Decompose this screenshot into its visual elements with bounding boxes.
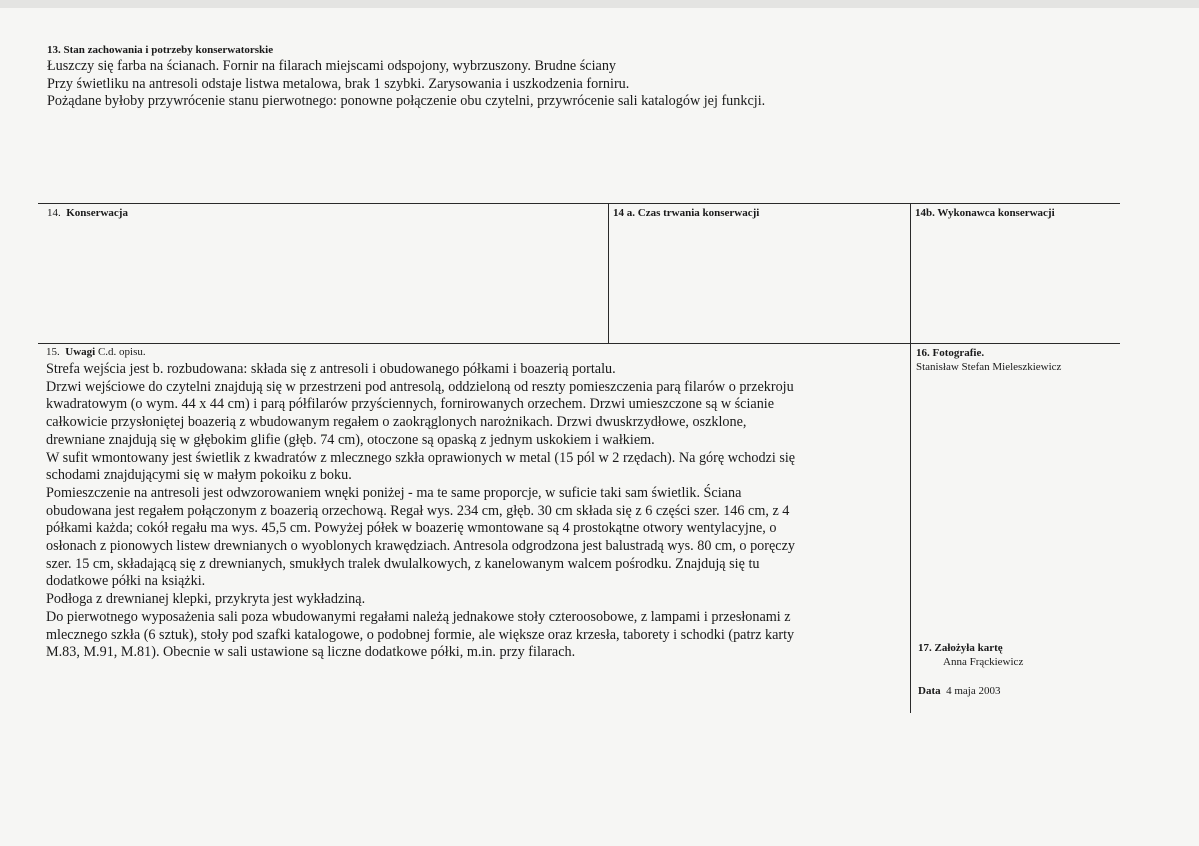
section-15-line: obudowana jest regałem połączonym z boazerią orzechową. Regał wys. 234 cm, głęb. 30 cm składa się z 6 części szer. 146 cm, z 4 [46, 502, 790, 519]
section-15-line: Pomieszczenie na antresoli jest odwzorowaniem wnęki poniżej - ma te same proporcje, w suficie taki sam świetlik. Ściana [46, 484, 742, 501]
section-15 [46, 346, 891, 662]
column-divider-right [910, 203, 911, 713]
section-15-number: 15. [46, 346, 60, 358]
section-14-title: Konserwacja [66, 207, 128, 219]
section-15-line: dodatkowe półki na książki. [46, 573, 206, 590]
section-15-line: Do pierwotnego wyposażenia sali poza wbudowanymi regałami należą jednakowe stoły czteroosobowe, z lampami i przesłonami z [46, 608, 791, 625]
section-15-line: szer. 15 cm, składającą się z drewnianych, smukłych tralek dwulalkowych, z kanelowanym walcem pośrodku. Znajdują się tu [46, 555, 760, 572]
section-14b-title: 14b. Wykonawca konserwacji [915, 207, 1055, 219]
section-17-date [918, 685, 1001, 698]
section-15-subtitle: C.d. opisu. [97, 346, 146, 358]
section-15-line: mlecznego szkła (6 sztuk), stoły pod szafki katalogowe, o podobnej formie, ale większe oraz krzesła, taborety i schodki (patrz karty [46, 626, 795, 643]
section-17-title: 17. Założyła kartę [918, 642, 1003, 654]
scan-top-edge [0, 0, 1199, 8]
section-15-line: półkami każda; cokół regału ma wys. 45,5 cm. Powyżej półek w boazerię wmontowane są 4 prostokątne otwory wentylacyjne, o [46, 520, 777, 537]
section-13-line: Przy świetliku na antresoli odstaje listwa metalowa, brak 1 szybki. Zarysowania i uszkodzenia forniru. [47, 75, 630, 92]
section-14-number: 14. [47, 207, 61, 219]
section-13-line: Pożądane byłoby przywrócenie stanu pierwotnego: ponowne połączenie obu czytelni, przywrócenie sali katalogów jej funkcji. [47, 93, 766, 109]
section-13-title: 13. Stan zachowania i potrzeby konserwatorskie [47, 44, 274, 56]
section-15-title: Uwagi [65, 346, 96, 358]
section-15-line: M.83, M.91, M.81). Obecnie w sali ustawione są liczne dodatkowe półki, m.in. przy filarach. [46, 644, 576, 661]
section-15-line: schodami znajdującymi się w małym pokoiku z boku. [46, 467, 352, 484]
section-15-line: Podłoga z drewnianej klepki, przykryta jest wykładziną. [46, 591, 366, 608]
table-middle-rule [38, 343, 1120, 344]
section-14a-title: 14 a. Czas trwania konserwacji [613, 207, 760, 219]
section-15-line: W sufit wmontowany jest świetlik z kwadratów z mlecznego szkła oprawionych w metal (15 pól w 2 rzędach). Na górę wchodzi się [46, 449, 796, 466]
section-15-line: osłonach z pionowych listew drewnianych o wyoblonych krawędziach. Antresola odgrodzona jest balustradą wys. 80 cm, o poręczy [46, 538, 795, 555]
section-14-header [47, 207, 128, 220]
section-15-line: drewniane znajdują się w głębokim glifie (głęb. 74 cm), otoczone są opaską z jednym uskokiem i wałkiem. [46, 431, 655, 448]
section-15-line: Strefa wejścia jest b. rozbudowana: składa się z antresoli i obudowanego półkami i boazerią portalu. [46, 361, 616, 377]
section-16-author: Stanisław Stefan Mieleszkiewicz [916, 361, 1062, 373]
section-15-line: kwadratowym (o wym. 44 x 44 cm) i parą półfilarów przyściennych, fornirowanych orzechem. Drzwi umieszczone są w ścianie [46, 396, 775, 413]
section-13-line: Łuszczy się farba na ścianach. Fornir na filarach miejscami odspojony, wybrzuszony. Brudne ściany [47, 58, 617, 74]
section-17-name: Anna Frąckiewicz [943, 656, 1024, 668]
date-value: 4 maja 2003 [946, 685, 1001, 697]
section-15-line: Drzwi wejściowe do czytelni znajdują się w przestrzeni pod antresolą, oddzieloną od reszty pomieszczenia parą filarów o przekroju [46, 378, 794, 395]
date-label: Data [918, 685, 941, 697]
section-13 [47, 44, 1147, 111]
section-16-title: 16. Fotografie. [916, 347, 985, 359]
section-15-line: całkowicie przysłoniętej boazerią z wbudowanym regałem o zaokrąglonych narożnikach. Drzwi dwuskrzydłowe, oszklone, [46, 414, 747, 431]
section-15-header [46, 346, 891, 359]
table-top-rule [38, 203, 1120, 204]
column-divider-14a [608, 203, 609, 344]
